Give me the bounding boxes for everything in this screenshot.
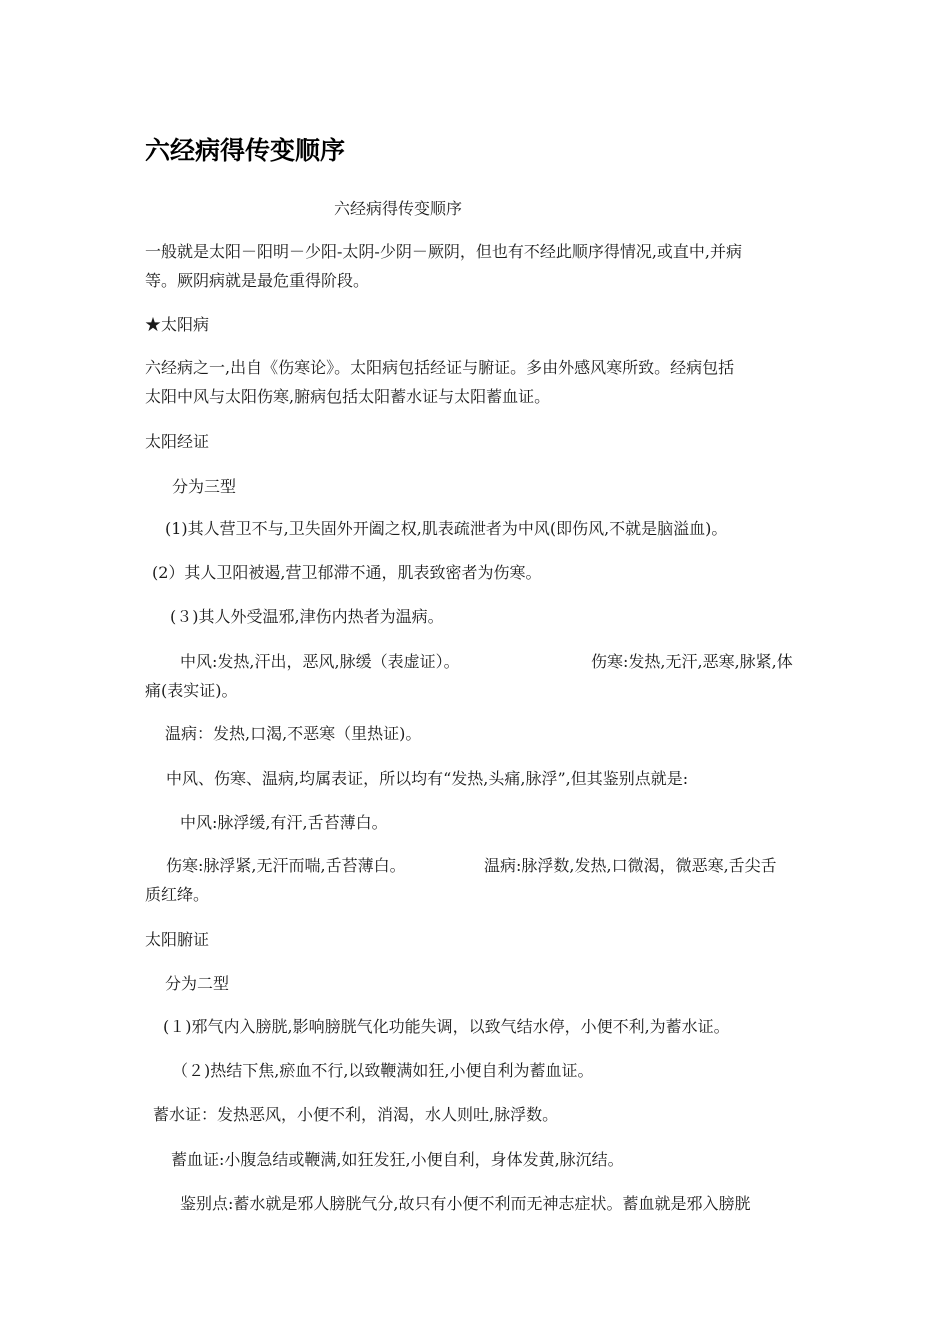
intro-line-1: 一般就是太阳－阳明－少阳-太阴-少阴－厥阴，但也有不经此顺序得情况,或直中,并病 [145, 242, 742, 261]
fuzheng-heading: 太阳腑证 [145, 930, 210, 949]
document-subtitle: 六经病得传变顺序 [334, 199, 463, 218]
wenbing-symptoms: 温病：发热,口渴,不恶寒（里热证)。 [165, 724, 422, 743]
taiyang-desc-line-1: 六经病之一,出自《伤寒论》。太阳病包括经证与腑证。多由外感风寒所致。经病包括 [145, 358, 735, 377]
jianbie-intro: 中风、伤寒、温病,均属表证，所以均有“发热,头痛,脉浮”,但其鉴别点就是: [166, 769, 689, 788]
jianbie-shanghan: 伤寒:脉浮紧,无汗而喘,舌苔薄白。 [166, 856, 406, 875]
xuxue-symptoms: 蓄血证:小腹急结或鞭满,如狂发狂,小便自利，身体发黄,脉沉结。 [171, 1150, 624, 1169]
xushui-symptoms: 蓄水证：发热恶风，小便不利，消渴，水人则吐,脉浮数。 [153, 1105, 559, 1124]
fuzheng-item-2: （２)热结下焦,瘀血不行,以致鞭满如狂,小便自利为蓄血证。 [172, 1061, 594, 1080]
fuzheng-item-1: (１)邪气内入膀胱,影响膀胱气化功能失调，以致气结水停，小便不利,为蓄水证。 [163, 1017, 730, 1036]
jingzheng-item-2: (2）其人卫阳被遏,营卫郁滞不通，肌表致密者为伤寒。 [152, 563, 542, 582]
jingzheng-item-3: (３)其人外受温邪,津伤内热者为温病。 [170, 607, 444, 626]
jingzheng-heading: 太阳经证 [145, 432, 210, 451]
fuzheng-jianbie: 鉴别点:蓄水就是邪人膀胱气分,故只有小便不利而无神志症状。蓄血就是邪入膀胱 [180, 1194, 751, 1213]
shanghan-symptoms-line-1: 伤寒:发热,无汗,恶寒,脉紧,体 [591, 652, 793, 671]
jianbie-zhongfeng: 中风:脉浮缓,有汗,舌苔薄白。 [180, 813, 388, 832]
taiyang-desc-line-2: 太阳中风与太阳伤寒,腑病包括太阳蓄水证与太阳蓄血证。 [145, 387, 551, 406]
fuzheng-types: 分为二型 [165, 974, 230, 993]
taiyang-heading: ★太阳病 [145, 315, 210, 334]
zhongfeng-symptoms: 中风:发热,汗出，恶风,脉缓（表虚证）。 [180, 652, 460, 671]
jingzheng-types: 分为三型 [172, 477, 237, 496]
jingzheng-item-1: (1)其人营卫不与,卫失固外开阖之权,肌表疏泄者为中风(即伤风,不就是脑溢血)。 [165, 519, 728, 538]
jianbie-wenbing-line-2: 质红绛。 [145, 885, 210, 904]
document-title: 六经病得传变顺序 [145, 136, 346, 165]
jianbie-wenbing-line-1: 温病:脉浮数,发热,口微渴，微恶寒,舌尖舌 [484, 856, 777, 875]
shanghan-symptoms-line-2: 痛(表实证)。 [145, 681, 238, 700]
intro-line-2: 等。厥阴病就是最危重得阶段。 [145, 271, 370, 290]
